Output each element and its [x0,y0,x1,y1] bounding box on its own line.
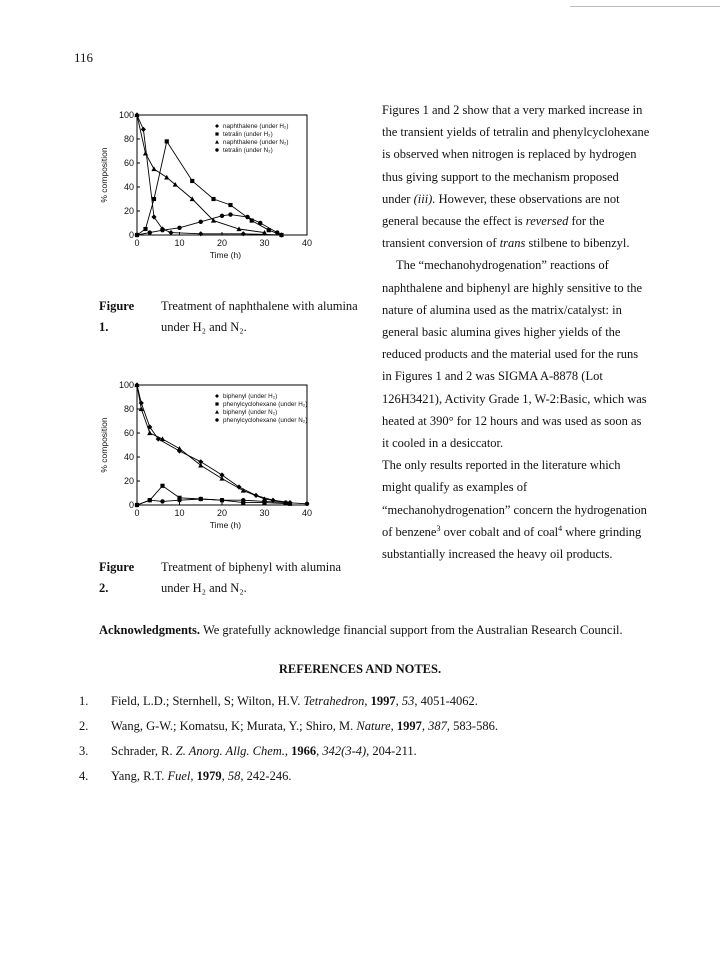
series-circle [135,497,309,507]
series-square [135,484,292,507]
figure-1-chart [88,100,338,285]
data-point [160,228,164,232]
legend-label: naphthalene (under N₂) [223,139,289,146]
figure-2-label: Figure 2. [99,560,135,595]
legend-label: phenylcyclohexane (under N₂) [223,417,308,424]
x-tick-label: 10 [174,508,185,518]
acknowledgments [99,623,659,638]
y-tick-label: 60 [123,428,134,438]
legend-marker [215,410,219,414]
legend-marker [215,418,218,421]
data-point [177,498,181,502]
legend-label: tetralin (under H₂) [223,131,273,138]
acknowledgments-text: We gratefully acknowledge financial support from the Australian Research Council. [202,623,623,637]
figure-1-label: Figure 1. [99,299,135,334]
acknowledgments-label: Acknowledgments. [99,623,201,637]
data-point [148,498,152,502]
figure-1-svg [88,100,338,285]
x-tick-label: 40 [301,238,313,248]
data-point [262,499,266,503]
legend-marker [215,140,219,144]
figure-2-caption-text: Treatment of biphenyl with alumina under H₂ and N₂. [161,560,342,595]
figure-2-chart [88,370,338,555]
data-point [164,175,169,180]
x-tick-label: 40 [301,508,313,518]
data-point [177,446,182,451]
x-tick-label: 30 [259,238,270,248]
legend-marker [215,402,218,405]
data-point [199,220,203,224]
chart-legend [215,393,307,424]
data-point [258,221,262,225]
series-line [137,486,290,505]
data-point [305,502,309,506]
data-point [165,139,169,143]
legend-label: phenylcyclohexane (under H₂) [223,401,308,408]
page-number: 116 [74,50,94,65]
data-point [199,497,203,501]
data-point [141,127,146,132]
y-tick-label: 40 [123,452,134,462]
data-point [148,230,152,234]
x-axis-label: Time (h) [209,520,242,530]
data-point [241,231,246,236]
y-tick-label: 40 [123,182,134,192]
body-paragraph-2: The “mechanohydrogenation” reactions of naphthalene and biphenyl are highly sensitive to the nature of alumina used as the matrix/catalyst: in general basic alumina gives higher yields of the reduced products and the material used for the runs in Figures 1 and 2 was SIGMA A-8878 (Lot 126H3421), Activity Grade 1, W-2:Basic, which was heated at 390° for 12 hours and was used as soon as it cooled in a desiccator. [382,258,647,451]
data-point [245,215,249,219]
figure-1-caption-text: Treatment of naphthalene with alumina under H₂ and N₂. [161,299,358,334]
y-tick-label: 60 [123,158,134,168]
top-rule [570,6,720,7]
data-point [135,233,139,237]
data-point [284,500,288,504]
x-tick-label: 0 [134,238,140,248]
data-point [152,197,156,201]
y-tick-label: 0 [128,230,134,240]
data-point [168,230,173,235]
data-point [211,197,215,201]
legend-marker [215,394,219,398]
body-paragraph-3: The only results reported in the literature which might qualify as examples of “mechanohydrogenation” concern the hydrogenation of benzene$^3$ over cobalt and of coal$^4$ where grinding substantially increased the heavy oil products. [382,458,647,562]
legend-marker [215,148,218,151]
y-tick-label: 20 [123,206,134,216]
y-tick-label: 20 [123,476,134,486]
x-tick-label: 30 [259,508,270,518]
data-point [151,166,156,171]
data-point [143,227,147,231]
data-point [160,499,164,503]
y-tick-label: 100 [118,380,134,390]
data-point [198,231,203,236]
legend-marker [215,132,218,135]
data-point [143,151,148,156]
x-tick-label: 20 [216,238,228,248]
data-point [241,498,245,502]
data-point [147,430,152,435]
legend-marker [215,124,219,128]
data-point [190,179,194,183]
legend-label: biphenyl (under N₂) [223,409,278,416]
data-point [228,212,232,216]
series-line [137,215,277,235]
y-tick-label: 80 [123,134,134,144]
chart-legend [215,123,288,154]
figure-2-svg [88,370,338,555]
data-point [135,503,139,507]
data-point [275,230,279,234]
x-tick-label: 20 [216,508,228,518]
y-tick-label: 100 [118,110,134,120]
references-heading: REFERENCES AND NOTES. [278,662,442,676]
data-point [160,436,165,441]
x-axis-label: Time (h) [209,250,242,260]
legend-label: tetralin (under N₂) [223,147,273,154]
data-point [279,233,283,237]
data-point [177,226,181,230]
data-point [139,400,144,405]
x-tick-label: 0 [134,508,140,518]
data-point [160,484,164,488]
legend-label: biphenyl (under H₂) [223,393,278,400]
data-point [228,203,232,207]
legend-label: naphthalene (under H₂) [223,123,289,130]
y-axis-label: % composition [99,147,109,203]
body-paragraph-1: Figures 1 and 2 show that a very marked increase in the transient yields of tetralin and phenylcyclohexane is observed when nitrogen is replaced by hydrogen thus giving support to the mechanism proposed under (iii). However, these observations are not general because the effect is reversed for the transient conversion of trans stilbene to bibenzyl. [382,103,650,251]
y-tick-label: 0 [128,500,134,510]
y-tick-label: 80 [123,404,134,414]
y-axis-label: % composition [99,417,109,473]
data-point [220,498,224,502]
body-text-column [382,99,650,565]
data-point [220,214,224,218]
x-tick-label: 10 [174,238,185,248]
